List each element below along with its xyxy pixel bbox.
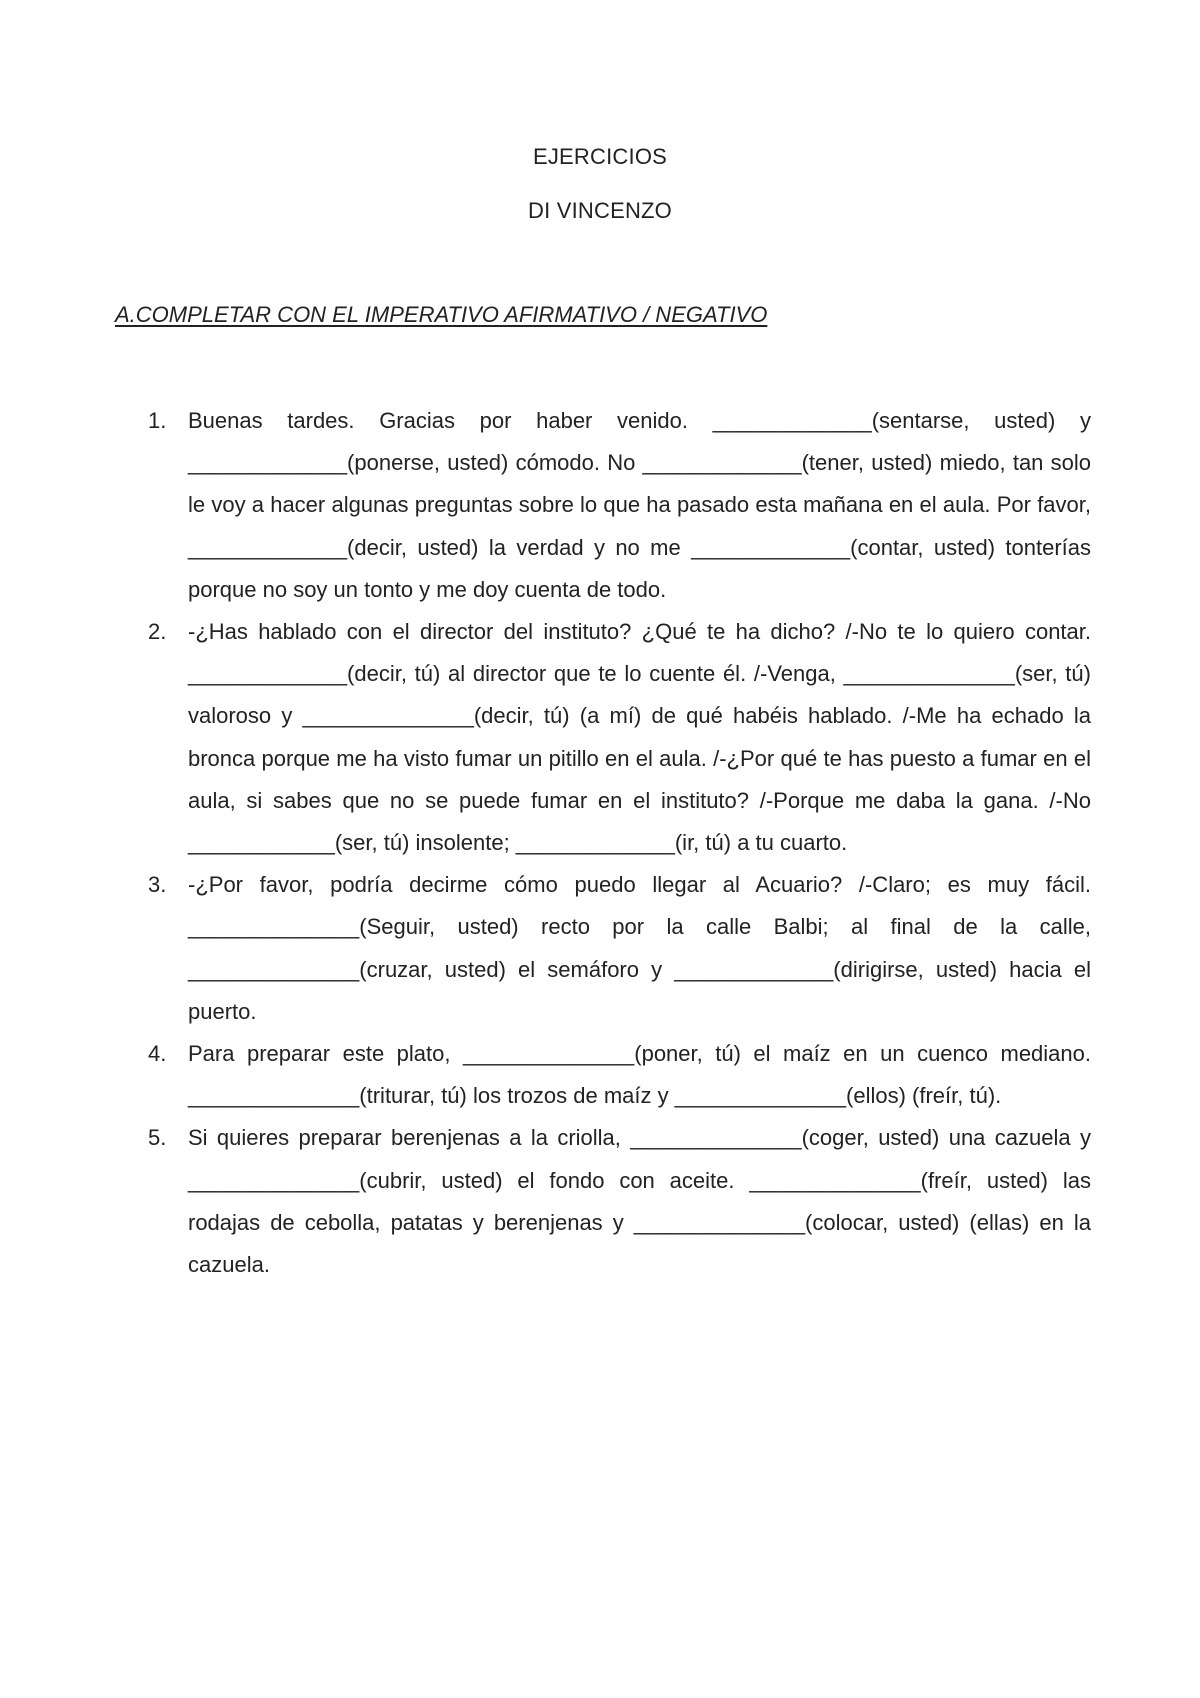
exercise-number: 3. <box>148 872 167 898</box>
document-author: DI VINCENZO <box>528 198 672 223</box>
section-heading: A.COMPLETAR CON EL IMPERATIVO AFIRMATIVO / NEGATIVO <box>115 302 768 327</box>
exercise-item-3 <box>0 864 1200 1033</box>
exercise-number: 4. <box>148 1041 167 1067</box>
document-title: EJERCICIOS <box>532 144 668 169</box>
exercise-text: Para preparar este plato, ______________(poner, tú) el maíz en un cuenco mediano. ______________(triturar, tú) los trozos de maíz y ______________(ellos) (freír, tú). <box>188 1041 1091 1109</box>
exercise-text: Buenas tardes. Gracias por haber venido. _____________(sentarse, usted) y _____________(ponerse, usted) cómodo. No _____________(tener, usted) miedo, tan solo le voy a hacer algunas preguntas sobre lo que ha pasado esta mañana en el aula. Por favor, _____________(decir, usted) la verdad y no me _____________(contar, usted) tonterías porque no soy un tonto y me doy cuenta de todo. <box>188 408 1091 602</box>
exercise-number: 2. <box>148 619 167 645</box>
exercise-item-5 <box>0 1117 1200 1286</box>
exercise-number: 1. <box>148 408 167 433</box>
exercise-item-2 <box>0 611 1200 864</box>
exercise-list <box>0 400 1200 1286</box>
exercise-item-1 <box>0 400 1200 611</box>
exercise-item-4 <box>0 1033 1200 1117</box>
exercise-number: 5. <box>148 1125 167 1151</box>
exercise-text: -¿Has hablado con el director del instituto? ¿Qué te ha dicho? /-No te lo quiero contar. _____________(decir, tú) al director que te lo cuente él. /-Venga, ______________(ser, tú) valoroso y ______________(decir, tú) (a mí) de qué habéis hablado. /-Me ha echado la bronca porque me ha visto fumar un pitillo en el aula. /-¿Por qué te has puesto a fumar en el aula, si sabes que no se puede fumar en el instituto? /-Porque me daba la gana. /-No ____________(ser, tú) insolente; _____________(ir, tú) a tu cuarto. <box>188 619 1091 856</box>
exercise-text: Si quieres preparar berenjenas a la criolla, ______________(coger, usted) una cazuela y ______________(cubrir, usted) el fondo con aceite. ______________(freír, usted) las rodajas de cebolla, patatas y berenjenas y ______________(colocar, usted) (ellas) en la cazuela. <box>188 1125 1091 1278</box>
exercise-text: -¿Por favor, podría decirme cómo puedo llegar al Acuario? /-Claro; es muy fácil. ______________(Seguir, usted) recto por la calle Balbi; al final de la calle, ______________(cruzar, usted) el semáforo y _____________(dirigirse, usted) hacia el puerto. <box>188 872 1091 1024</box>
